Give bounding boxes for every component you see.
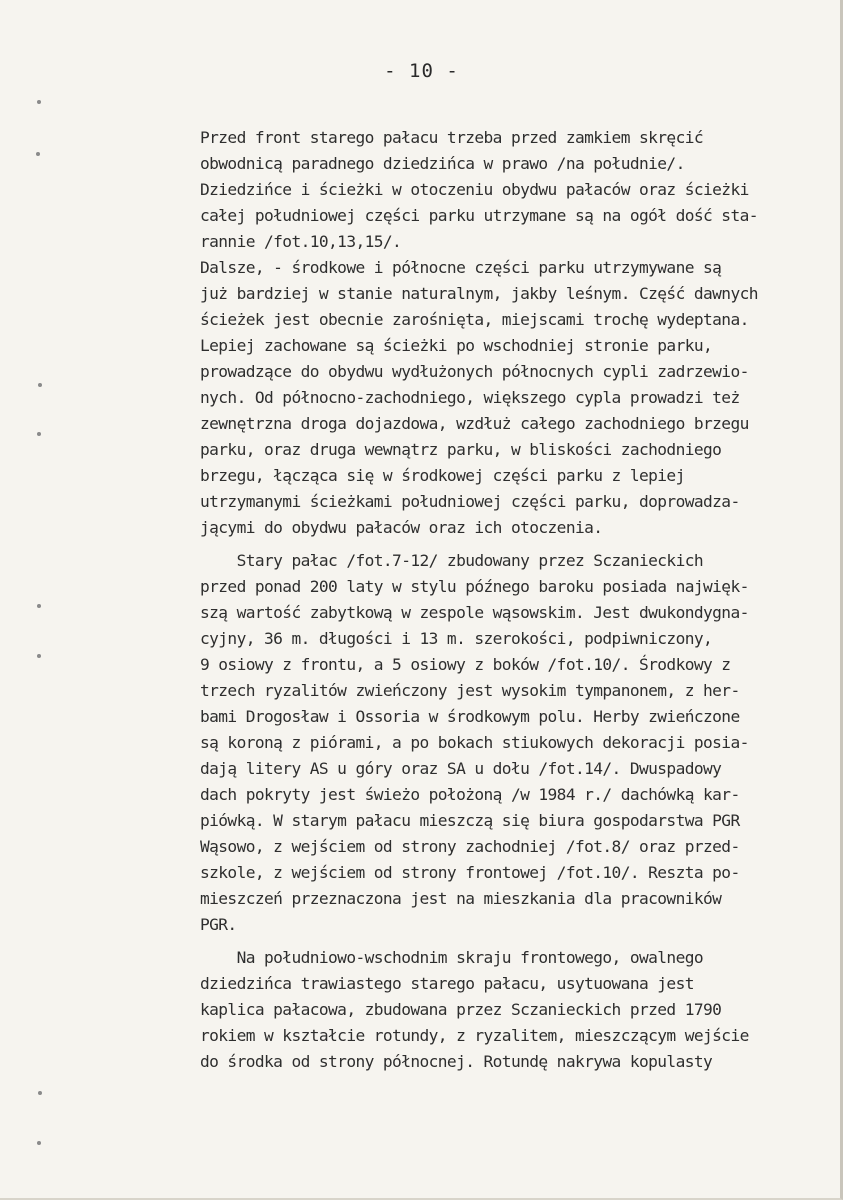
punch-mark — [37, 100, 41, 104]
text-line: parku, oraz druga wewnątrz parku, w bliskości zachodniego — [200, 440, 722, 459]
text-line: cyjny, 36 m. długości i 13 m. szerokości, podpiwniczony, — [200, 629, 713, 648]
text-line: trzech ryzalitów zwieńczony jest wysokim tympanonem, z her- — [200, 681, 740, 700]
text-line: Na południowo-wschodnim skraju frontowego, owalnego — [200, 948, 704, 967]
text-line: do środka od strony północnej. Rotundę nakrywa kopulasty — [200, 1052, 713, 1071]
text-line: obwodnicą paradnego dziedzińca w prawo /na południe/. — [200, 154, 685, 173]
text-line: zewnętrzna droga dojazdowa, wzdłuż całego zachodniego brzegu — [200, 414, 749, 433]
text-line: są koroną z piórami, a po bokach stiukowych dekoracji posia- — [200, 733, 749, 752]
page-number: - 10 - — [384, 60, 459, 82]
punch-mark — [37, 432, 41, 436]
text-line: PGR. — [200, 915, 237, 934]
text-line: utrzymanymi ścieżkami południowej części parku, doprowadza- — [200, 492, 740, 511]
text-line: bami Drogosław i Ossoria w środkowym polu. Herby zwieńczone — [200, 707, 740, 726]
text-line: dają litery AS u góry oraz SA u dołu /fot.14/. Dwuspadowy — [200, 759, 722, 778]
text-line: dach pokryty jest świeżo położoną /w 1984 r./ dachówką kar- — [200, 785, 740, 804]
punch-mark — [37, 604, 41, 608]
text-line: Wąsowo, z wejściem od strony zachodniej /fot.8/ oraz przed- — [200, 837, 740, 856]
text-line: Dalsze, - środkowe i północne części parku utrzymywane są — [200, 258, 722, 277]
text-line: prowadzące do obydwu wydłużonych północnych cypli zadrzewio- — [200, 362, 749, 381]
text-line: szkole, z wejściem od strony frontowej /fot.10/. Reszta po- — [200, 863, 740, 882]
text-line: 9 osiowy z frontu, a 5 osiowy z boków /fot.10/. Środkowy z — [200, 655, 731, 674]
text-line: Dziedzińce i ścieżki w otoczeniu obydwu pałaców oraz ścieżki — [200, 180, 749, 199]
text-line: rannie /fot.10,13,15/. — [200, 232, 402, 251]
text-line: Lepiej zachowane są ścieżki po wschodniej stronie parku, — [200, 336, 713, 355]
text-line: już bardziej w stanie naturalnym, jakby leśnym. Część dawnych — [200, 284, 758, 303]
text-line: całej południowej części parku utrzymane są na ogół dość sta- — [200, 206, 758, 225]
punch-mark — [38, 383, 42, 387]
text-line: Przed front starego pałacu trzeba przed zamkiem skręcić — [200, 128, 704, 147]
text-line: nych. Od północno-zachodniego, większego cypla prowadzi też — [200, 388, 740, 407]
text-line: piówką. W starym pałacu mieszczą się biura gospodarstwa PGR — [200, 811, 740, 830]
punch-mark — [37, 654, 41, 658]
text-line: mieszczeń przeznaczona jest na mieszkania dla pracowników — [200, 889, 722, 908]
text-line: dziedzińca trawiastego starego pałacu, usytuowana jest — [200, 974, 694, 993]
text-line: brzegu, łącząca się w środkowej części parku z lepiej — [200, 466, 685, 485]
text-line: przed ponad 200 laty w stylu późnego baroku posiada najwięk- — [200, 577, 749, 596]
text-line: szą wartość zabytkową w zespole wąsowskim. Jest dwukondygna- — [200, 603, 749, 622]
text-line: rokiem w kształcie rotundy, z ryzalitem, mieszczącym wejście — [200, 1026, 749, 1045]
text-line: ścieżek jest obecnie zarośnięta, miejscami trochę wydeptana. — [200, 310, 749, 329]
text-line: kaplica pałacowa, zbudowana przez Sczanieckich przed 1790 — [200, 1000, 722, 1019]
text-line: Stary pałac /fot.7-12/ zbudowany przez Sczanieckich — [200, 551, 704, 570]
punch-mark — [37, 1141, 41, 1145]
text-line: jącymi do obydwu pałaców oraz ich otoczenia. — [200, 518, 603, 537]
punch-mark — [36, 152, 40, 156]
body-text — [200, 0, 840, 1071]
punch-mark — [38, 1091, 42, 1095]
